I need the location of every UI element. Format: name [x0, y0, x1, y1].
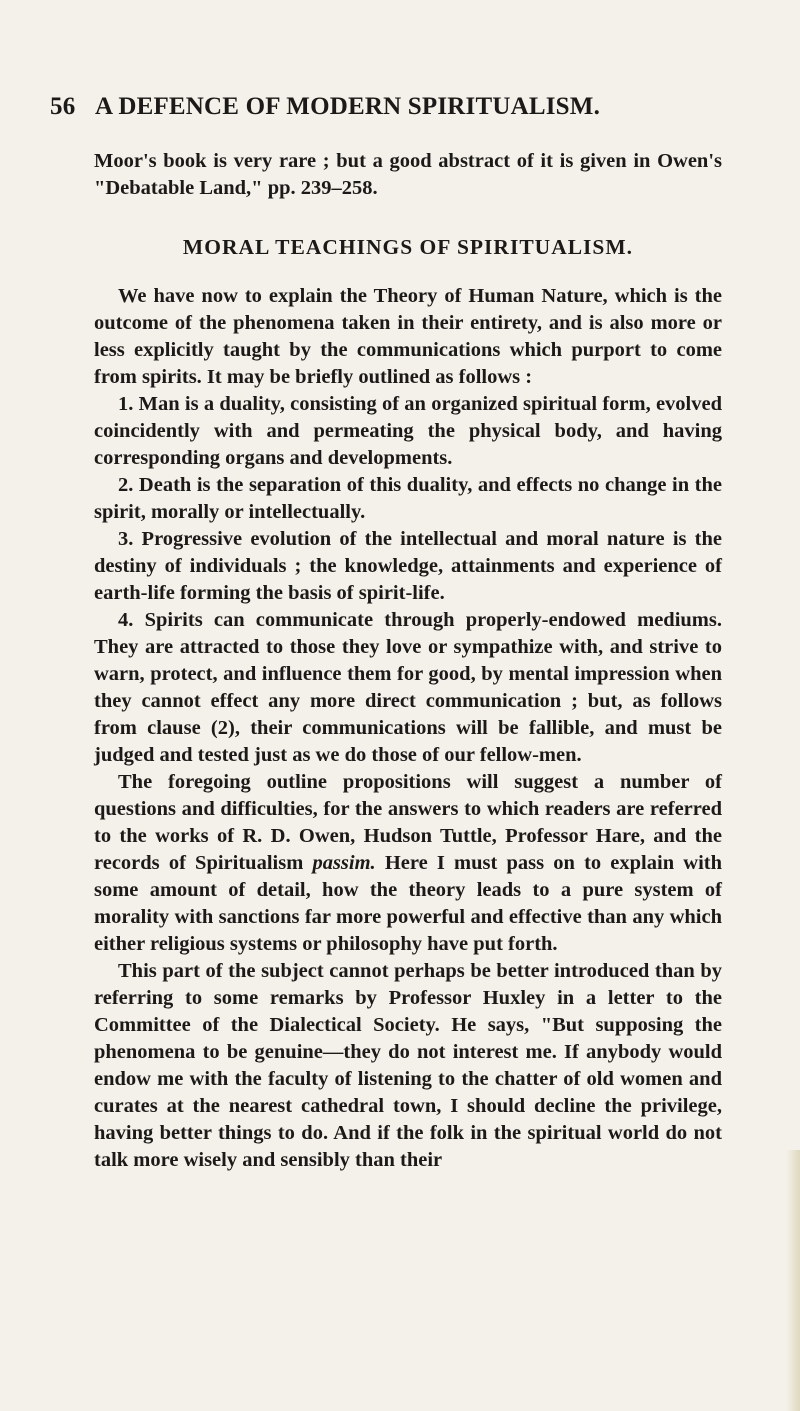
running-title: A DEFENCE OF MODERN SPIRITUALISM.: [95, 93, 601, 120]
paragraph-proposition-4: 4. Spirits can communicate through properly-endowed mediums. They are attracted to those they love or sympathize with, and strive to warn, protect, and influence them for good, by mental impression when they cannot effect any more direct communication ; but, as follows from clause (2), their communications will be fallible, and must be judged and tested just as we do those of our fellow-men.: [94, 609, 722, 766]
page-number: 56: [50, 93, 76, 120]
italic-passim: passim.: [312, 852, 376, 874]
paragraph-theory-intro: We have now to explain the Theory of Human Nature, which is the outcome of the phenomena taken in their entirety, and is also more or less explicitly taught by the communications which purport to come from spirits. It may be briefly outlined as follows :: [94, 285, 722, 388]
paragraph-proposition-2: 2. Death is the separation of this duality, and effects no change in the spirit, morally or intellectually.: [94, 474, 722, 523]
section-heading: MORAL TEACHINGS OF SPIRITUALISM.: [182, 235, 634, 259]
opening-paragraph: Moor's book is very rare ; but a good abstract of it is given in Owen's "Debatable Land," pp. 239–258.: [94, 150, 722, 199]
body-text: [94, 148, 722, 1174]
paragraph-foregoing-continuation: Here I must pass on to explain with some amount of detail, how the theory leads to a pure system of morality with sanctions far more powerful and effective than any which either religious systems or philosophy have put forth.: [94, 852, 722, 955]
paragraph-proposition-1: 1. Man is a duality, consisting of an organized spiritual form, evolved coincidently with and permeating the physical body, and having corresponding organs and developments.: [94, 393, 722, 469]
paragraph-foregoing-text: The foregoing outline propositions will suggest a number of questions and difficulties, for the answers to which readers are referred to the works of R. D. Owen, Hudson Tuttle, Professor Hare, and the records of Spiritualism: [94, 771, 722, 874]
paragraph-foregoing: [94, 769, 722, 958]
running-head: [50, 93, 750, 131]
paragraph-proposition-3: 3. Progressive evolution of the intellectual and moral nature is the destiny of individuals ; the knowledge, attainments and experience of earth-life forming the basis of spirit-life.: [94, 528, 722, 604]
paragraph-huxley: This part of the subject cannot perhaps be better introduced than by referring to some remarks by Professor Huxley in a letter to the Committee of the Dialectical Society. He says, "But supposing the phenomena to be genuine—they do not interest me. If anybody would endow me with the faculty of listening to the chatter of old women and curates at the nearest cathedral town, I should decline the privilege, having better things to do. And if the folk in the spiritual world do not talk more wisely and sensibly than their: [94, 960, 722, 1171]
page-edge-shadow: [786, 1150, 800, 1411]
